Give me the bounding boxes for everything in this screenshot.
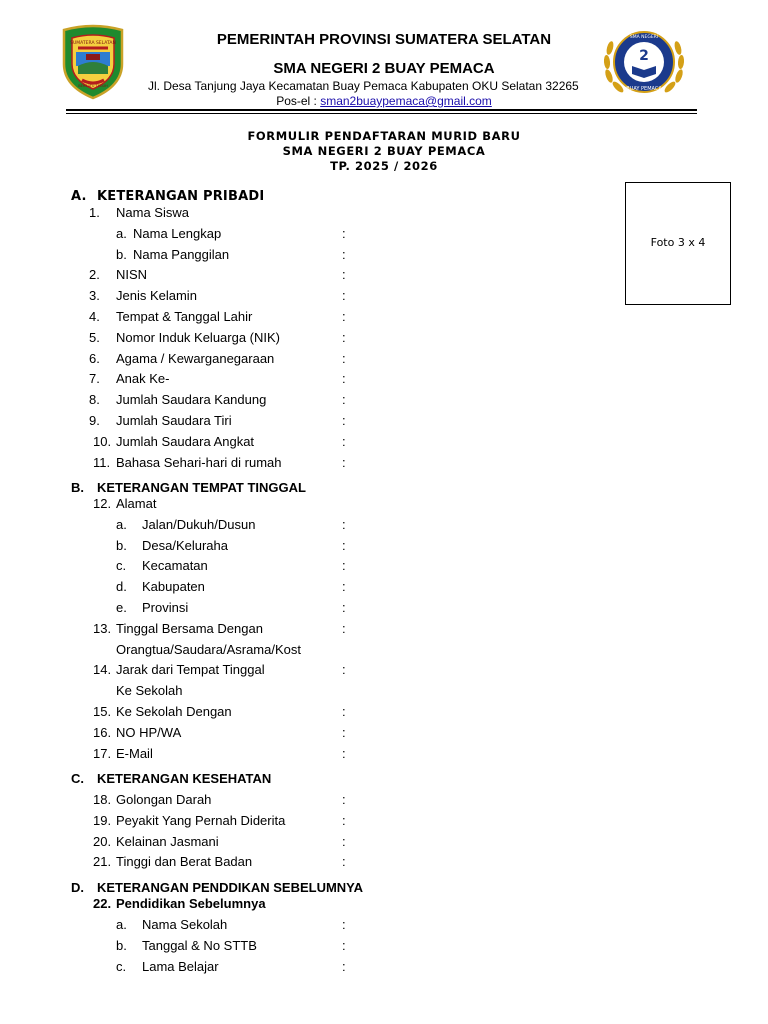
school-email-line [0, 94, 768, 108]
field-input-area[interactable] [352, 724, 602, 741]
item-label: Kelainan Jasmani [116, 833, 219, 849]
item-number: b. [116, 938, 127, 953]
item-number: e. [116, 600, 127, 615]
item-label: Pendidikan Sebelumnya [116, 896, 266, 911]
field-colon: : [342, 309, 346, 324]
item-number: a. [116, 225, 127, 241]
field-colon: : [342, 662, 346, 678]
field-colon: : [342, 917, 346, 932]
svg-text:2: 2 [639, 48, 649, 64]
item-label: Peyakit Yang Pernah Diderita [116, 812, 286, 828]
field-colon: : [342, 724, 346, 740]
item-number: 2. [89, 267, 100, 283]
field-colon: : [342, 329, 346, 345]
item-label: Jumlah Saudara Kandung [116, 392, 267, 408]
field-colon: : [342, 704, 346, 719]
field-input-area[interactable] [352, 745, 602, 762]
item-number: 13. [93, 620, 112, 636]
item-number: 17. [93, 745, 112, 761]
item-number: d. [116, 579, 127, 595]
field-input-area[interactable] [352, 620, 602, 637]
field-input-area[interactable] [352, 412, 602, 429]
school-address: Jl. Desa Tanjung Jaya Kecamatan Buay Pemaca Kabupaten OKU Selatan 32265 [148, 79, 579, 93]
school-name-heading: SMA NEGERI 2 BUAY PEMACA [273, 60, 495, 77]
item-number: 7. [89, 371, 100, 387]
item-label: Provinsi [142, 600, 189, 615]
field-colon: : [342, 833, 346, 849]
field-input-area[interactable] [352, 812, 602, 829]
field-colon: : [342, 392, 346, 408]
item-label: Golongan Darah [116, 792, 212, 807]
field-colon: : [342, 558, 346, 574]
item-label: Nama Siswa [116, 205, 189, 220]
letterhead-rule-thin [66, 113, 697, 114]
field-input-area[interactable] [352, 391, 602, 408]
item-number: b. [116, 246, 127, 262]
item-number: 19. [93, 812, 112, 828]
item-label: Jenis Kelamin [116, 288, 197, 304]
field-input-area[interactable] [352, 266, 602, 283]
form-title: FORMULIR PENDAFTARAN MURID BARU [247, 129, 521, 143]
item-number: 9. [89, 413, 100, 428]
field-colon: : [342, 371, 346, 387]
item-label: Jumlah Saudara Tiri [116, 413, 232, 428]
field-input-area[interactable] [352, 287, 602, 304]
item-label: Tinggal Bersama Dengan [116, 620, 263, 636]
field-input-area[interactable] [352, 958, 602, 975]
section-C-title: KETERANGAN KESEHATAN [97, 771, 272, 786]
item-number: 21. [93, 854, 112, 870]
field-colon: : [342, 433, 346, 449]
item-label: Nama Sekolah [142, 917, 228, 932]
section-C-letter: C. [71, 771, 84, 786]
field-input-area[interactable] [352, 937, 602, 954]
item-label: Tinggi dan Berat Badan [116, 854, 253, 870]
field-colon: : [342, 413, 346, 428]
item-label: Jalan/Dukuh/Dusun [142, 516, 256, 532]
item-number: 11. [93, 454, 111, 470]
field-colon: : [342, 454, 346, 470]
item-number: c. [116, 959, 127, 974]
item-number: 6. [89, 350, 100, 366]
item-label: E-Mail [116, 745, 153, 761]
field-input-area[interactable] [352, 661, 602, 678]
field-colon: : [342, 854, 346, 870]
field-input-area[interactable] [352, 833, 602, 850]
field-colon: : [342, 350, 346, 366]
item-label: Lama Belajar [142, 959, 219, 974]
letterhead-rule-thick [66, 109, 697, 111]
item-label: Nama Panggilan [133, 246, 230, 262]
item-number: 22. [93, 896, 112, 911]
item-number: a. [116, 516, 127, 532]
item-label: Tanggal & No STTB [142, 938, 257, 953]
item-number: 14. [93, 662, 112, 678]
item-number: 3. [89, 288, 100, 304]
item-number: 18. [93, 792, 112, 807]
field-input-area[interactable] [352, 853, 602, 870]
field-input-area[interactable] [352, 246, 602, 263]
field-colon: : [342, 246, 346, 262]
field-colon: : [342, 600, 346, 615]
item-label: Jumlah Saudara Angkat [116, 433, 255, 449]
government-heading: PEMERINTAH PROVINSI SUMATERA SELATAN [216, 31, 552, 48]
item-label: Ke Sekolah Dengan [116, 704, 232, 719]
item-label: Kabupaten [142, 579, 205, 595]
photo-label: Foto 3 x 4 [650, 236, 706, 249]
field-input-area[interactable] [352, 329, 602, 346]
svg-text:SUMATERA SELATAN: SUMATERA SELATAN [70, 41, 116, 46]
field-colon: : [342, 620, 346, 636]
section-B-letter: B. [71, 480, 84, 495]
item-label: Nama Lengkap [133, 225, 222, 241]
field-input-area[interactable] [352, 350, 602, 367]
email-label: Pos-el : [276, 94, 321, 108]
item-number: b. [116, 537, 127, 553]
item-number: 4. [89, 309, 100, 324]
item-label: Tempat & Tanggal Lahir [116, 309, 253, 324]
field-colon: : [342, 288, 346, 304]
item-label: Kecamatan [142, 558, 208, 574]
field-input-area[interactable] [352, 308, 602, 325]
field-input-area[interactable] [352, 578, 602, 595]
photo-box [625, 182, 731, 305]
item-label: NISN [116, 267, 148, 283]
item-number: 16. [93, 724, 112, 740]
field-input-area[interactable] [352, 454, 602, 471]
item-label: Nomor Induk Keluarga (NIK) [116, 329, 281, 345]
item-number: 12. [93, 496, 112, 511]
field-input-area[interactable] [352, 557, 602, 574]
section-B-title: KETERANGAN TEMPAT TINGGAL [97, 480, 306, 495]
section-A-title: KETERANGAN PRIBADI [97, 189, 265, 204]
school-email-link[interactable]: sman2buaypemaca@gmail.com [320, 94, 492, 108]
field-colon: : [342, 745, 346, 761]
item-number: 1. [89, 205, 100, 220]
field-colon: : [342, 959, 346, 974]
section-A-letter: A. [71, 189, 87, 204]
form-school: SMA NEGERI 2 BUAY PEMACA [282, 144, 486, 158]
item-label: Bahasa Sehari-hari di rumah [116, 454, 282, 470]
field-colon: : [342, 267, 346, 283]
item-label: Anak Ke- [116, 371, 170, 387]
item-label: Desa/Keluraha [142, 537, 228, 553]
item-number: 8. [89, 392, 100, 408]
field-input-area[interactable] [352, 791, 602, 808]
field-input-area[interactable] [352, 370, 602, 387]
field-input-area[interactable] [352, 433, 602, 450]
section-D-title: KETERANGAN PENDDIKAN SEBELUMNYA [97, 880, 364, 895]
item-label: Agama / Kewarganegaraan [116, 350, 275, 366]
field-colon: : [342, 938, 346, 953]
item-label: Jarak dari Tempat Tinggal [116, 662, 265, 678]
field-input-area[interactable] [352, 225, 602, 242]
field-input-area[interactable] [352, 516, 602, 533]
field-colon: : [342, 792, 346, 807]
field-input-area[interactable] [352, 537, 602, 554]
form-academic-year: TP. 2025 / 2026 [330, 159, 438, 173]
item-number: 15. [93, 704, 112, 719]
field-colon: : [342, 579, 346, 595]
item-label: Orangtua/Saudara/Asrama/Kost [116, 641, 301, 657]
svg-text:BERSATU TEGUH: BERSATU TEGUH [78, 84, 108, 88]
field-colon: : [342, 516, 346, 532]
svg-text:BUAY PEMACA: BUAY PEMACA [626, 86, 662, 92]
item-label: Alamat [116, 496, 157, 511]
field-colon: : [342, 225, 346, 241]
item-label: Ke Sekolah [116, 683, 183, 699]
field-input-area[interactable] [352, 599, 602, 616]
item-number: 20. [93, 833, 112, 849]
item-number: 10. [93, 433, 112, 449]
item-number: c. [116, 558, 127, 574]
item-number: 5. [89, 329, 100, 345]
field-colon: : [342, 537, 346, 553]
field-colon: : [342, 812, 346, 828]
item-label: NO HP/WA [116, 724, 182, 740]
section-D-letter: D. [71, 880, 84, 895]
item-number: a. [116, 917, 127, 932]
svg-text:SMA NEGERI: SMA NEGERI [629, 35, 659, 40]
field-input-area[interactable] [352, 703, 602, 720]
field-input-area[interactable] [352, 916, 602, 933]
